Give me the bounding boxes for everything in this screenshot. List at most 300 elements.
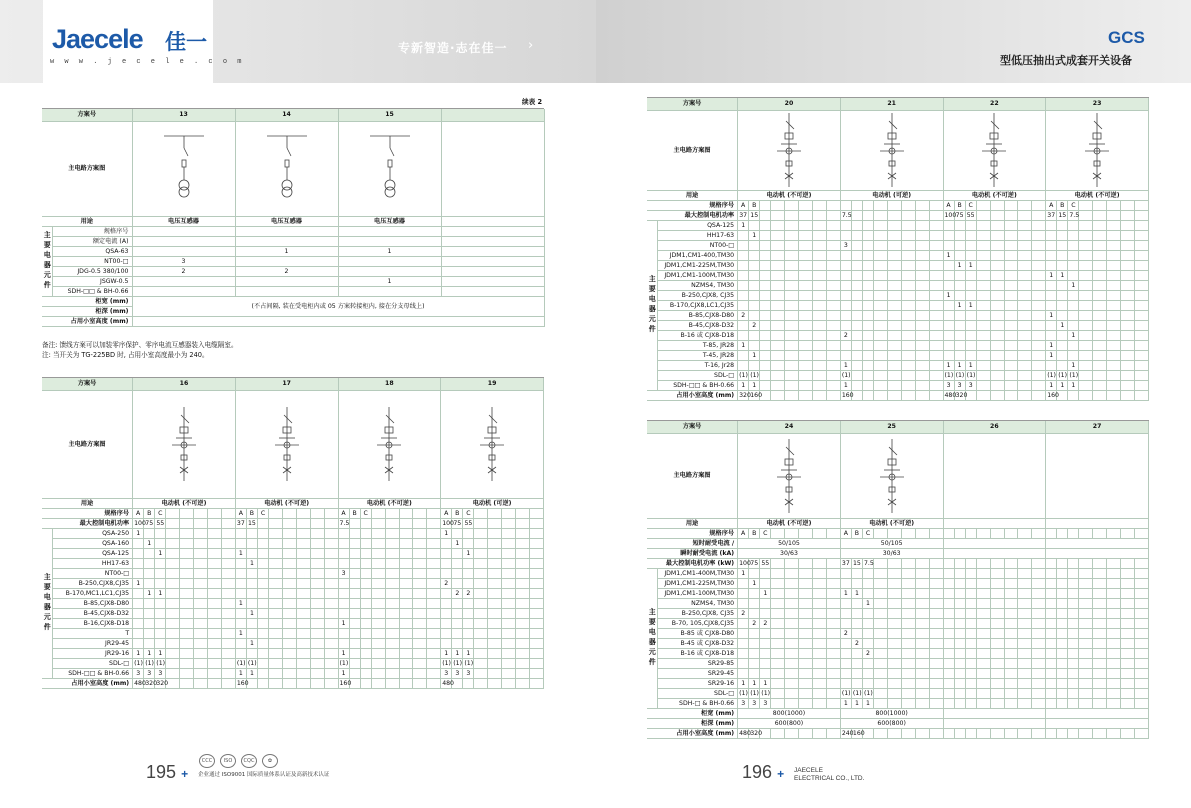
width-note: (不占间隔, 装在受电柜内或 05 方案转接柜内, 接在分支母线上) (132, 296, 544, 316)
table-cell (929, 280, 943, 290)
table-cell (915, 300, 929, 310)
row-value (749, 240, 760, 250)
spec-label: 规格序号 (647, 200, 738, 210)
table-cell (1004, 678, 1018, 688)
table-cell (887, 310, 901, 320)
table-cell (399, 638, 413, 648)
row-value (144, 568, 155, 578)
series-title: GCS (1108, 28, 1145, 47)
row-value (851, 648, 862, 658)
table-cell (1093, 578, 1107, 588)
row-value: 1 (441, 528, 452, 538)
table-cell (1134, 588, 1148, 598)
row-label: SDH-□□ & BH-0.66 (52, 286, 132, 296)
spec-value: C (760, 528, 771, 538)
table-cell (915, 598, 929, 608)
table-row (647, 320, 1149, 330)
table-cell (990, 210, 1004, 220)
table-cell (771, 628, 785, 638)
table-cell (1107, 220, 1121, 230)
table-cell (180, 558, 194, 568)
table-cell (371, 598, 385, 608)
table-cell (1107, 290, 1121, 300)
row-value (954, 270, 965, 280)
row-value (851, 598, 862, 608)
table-cell (474, 648, 488, 658)
table-cell (221, 528, 235, 538)
table-cell (296, 658, 310, 668)
table-cell (1107, 280, 1121, 290)
peak-value (1046, 548, 1149, 558)
table-cell (1079, 320, 1093, 330)
table-cell (1093, 668, 1107, 678)
row-value (851, 370, 862, 380)
row-value: 1 (452, 538, 463, 548)
row-value (840, 340, 851, 350)
power-label: 最大控制电机功率 (42, 518, 133, 528)
table-cell (516, 538, 530, 548)
table-cell (488, 628, 502, 638)
table-cell (990, 390, 1004, 400)
table-cell (208, 678, 222, 688)
table-cell (915, 360, 929, 370)
table-cell (785, 638, 799, 648)
spec-value: C (965, 200, 976, 210)
table-cell (785, 300, 799, 310)
power-value (257, 518, 268, 528)
table-cell (929, 330, 943, 340)
table-row (647, 110, 1149, 190)
table-cell (1121, 270, 1135, 280)
table-cell (1107, 668, 1121, 678)
row-value (360, 528, 371, 538)
row-value (1046, 230, 1057, 240)
table-cell (296, 628, 310, 638)
row-value: 1 (1068, 330, 1079, 340)
table-cell (826, 598, 840, 608)
table-cell (180, 628, 194, 638)
row-value (840, 230, 851, 240)
circuit-diagram-icon (964, 111, 1024, 189)
row-value (760, 370, 771, 380)
row-value (1068, 340, 1079, 350)
table-cell (385, 558, 399, 568)
table-cell (1121, 240, 1135, 250)
table-cell (929, 688, 943, 698)
scheme-number: 23 (1046, 98, 1149, 110)
table-cell (180, 658, 194, 668)
table-cell (502, 568, 516, 578)
table-cell (1004, 220, 1018, 230)
table-cell (1018, 598, 1032, 608)
row-value (965, 618, 976, 628)
width-value (943, 708, 1046, 718)
row-label: HH17-63 (657, 230, 738, 240)
table-cell (180, 648, 194, 658)
table-cell (799, 300, 813, 310)
spec-value: A (738, 528, 749, 538)
row-value (862, 340, 873, 350)
table-cell (282, 658, 296, 668)
row-value (1057, 290, 1068, 300)
table-cell (813, 688, 827, 698)
table-cell (413, 678, 427, 688)
table-cell (296, 638, 310, 648)
scheme-number: 13 (132, 109, 235, 121)
row-value: 1 (1068, 360, 1079, 370)
table-cell (296, 538, 310, 548)
row-value (338, 528, 349, 538)
circuit-diagram-icon (257, 130, 317, 208)
table-cell (976, 300, 990, 310)
row-label: SDL-□ (657, 688, 738, 698)
row-value (144, 558, 155, 568)
table-cell (799, 528, 813, 538)
table-cell (474, 618, 488, 628)
scheme-number: 22 (943, 98, 1046, 110)
row-label: JSGW-0.5 (52, 276, 132, 286)
table-cell (399, 558, 413, 568)
table-cell (1018, 638, 1032, 648)
row-value (749, 290, 760, 300)
table-cell (826, 230, 840, 240)
row-value (851, 250, 862, 260)
table-cell (990, 380, 1004, 390)
row-value: (1) (247, 659, 257, 667)
table-cell (929, 588, 943, 598)
diagram-label: 主电路方案图 (42, 390, 133, 498)
row-value (851, 300, 862, 310)
table-cell (1032, 290, 1046, 300)
row-value (235, 538, 246, 548)
table-row (42, 648, 544, 658)
table-cell (1121, 230, 1135, 240)
table-cell (901, 320, 915, 330)
table-cell (474, 578, 488, 588)
table-cell (269, 568, 283, 578)
table-cell (413, 548, 427, 558)
row-value: 1 (738, 678, 749, 688)
row-value (851, 260, 862, 270)
table-cell (385, 578, 399, 588)
row-value: 2 (452, 588, 463, 598)
table-cell (990, 568, 1004, 578)
table-cell (785, 200, 799, 210)
row-value (965, 648, 976, 658)
spec-value (1057, 528, 1068, 538)
table-cell (915, 260, 929, 270)
scheme-number: 18 (338, 378, 441, 390)
height-value: 160 (852, 729, 865, 737)
table-cell (1018, 310, 1032, 320)
row-value (452, 558, 463, 568)
row-label: JDM1,CM1-225M,TM30 (657, 578, 738, 588)
table-row (647, 330, 1149, 340)
use-value: 电动机 (不可逆) (338, 498, 441, 508)
row-label: T-45, JR28 (657, 350, 738, 360)
table-cell (874, 380, 888, 390)
table-cell (502, 648, 516, 658)
row-value (1068, 658, 1079, 668)
scheme-number: 19 (441, 378, 544, 390)
table-cell (1107, 698, 1121, 708)
row-value (954, 608, 965, 618)
table-cell (799, 380, 813, 390)
table-cell (813, 598, 827, 608)
spec-label: 规格序号 (647, 528, 738, 538)
table-row (647, 260, 1149, 270)
row-value: 1 (1057, 320, 1068, 330)
row-value: (1) (442, 659, 451, 667)
table-cell (929, 210, 943, 220)
spec-label: 规格序号 (42, 508, 133, 518)
table-cell (1004, 598, 1018, 608)
table-cell (1107, 648, 1121, 658)
table-cell (324, 668, 338, 678)
table-cell (799, 688, 813, 698)
row-value: 1 (954, 360, 965, 370)
table-cell (771, 678, 785, 688)
row-value (840, 648, 851, 658)
peak-value: 30/63 (738, 548, 841, 558)
table-cell (132, 316, 544, 326)
row-value (965, 608, 976, 618)
table-cell (874, 608, 888, 618)
table-cell (901, 638, 915, 648)
row-value (1057, 648, 1068, 658)
row-value: 1 (133, 578, 144, 588)
row-value (738, 648, 749, 658)
row-label: T-85, JR28 (657, 340, 738, 350)
row-value (840, 320, 851, 330)
table-cell (1004, 698, 1018, 708)
table-cell (1107, 390, 1121, 400)
row-value (1057, 588, 1068, 598)
table-cell (799, 728, 813, 738)
table-cell (799, 260, 813, 270)
row-label: NT00-□ (657, 240, 738, 250)
row-label: JR29-16 (52, 648, 133, 658)
table-row (42, 121, 544, 216)
table-cell (1134, 370, 1148, 380)
table-cell (929, 220, 943, 230)
table-cell (990, 250, 1004, 260)
row-value (943, 260, 954, 270)
table-cell (194, 548, 208, 558)
row-value: 1 (155, 548, 166, 558)
row-value (1046, 638, 1057, 648)
table-cell (901, 240, 915, 250)
row-value (965, 678, 976, 688)
table-cell (385, 568, 399, 578)
table-cell (1004, 270, 1018, 280)
row-value (1057, 698, 1068, 708)
table-cell (427, 668, 441, 678)
table-cell (799, 360, 813, 370)
row-value (954, 310, 965, 320)
row-value (862, 638, 873, 648)
table-row (647, 608, 1149, 618)
row-value (1057, 300, 1068, 310)
row-value (349, 568, 360, 578)
table-cell (813, 638, 827, 648)
diagram-cell (338, 390, 441, 498)
scheme-number: 24 (738, 421, 841, 433)
table-cell (529, 628, 543, 638)
table-cell (915, 558, 929, 568)
table-row (42, 658, 544, 668)
table-cell (282, 678, 296, 688)
table-cell (1018, 588, 1032, 598)
table-cell (771, 598, 785, 608)
table-cell (1134, 290, 1148, 300)
table-cell (874, 618, 888, 628)
row-value (257, 658, 268, 668)
row-value: (1) (1047, 371, 1056, 379)
table-cell (874, 350, 888, 360)
table-cell (166, 518, 180, 528)
row-label: NT00-□ (52, 568, 133, 578)
table-cell (1018, 390, 1032, 400)
row-value (257, 538, 268, 548)
table-cell (915, 380, 929, 390)
row-label: 额定电流 (A) (52, 236, 132, 246)
table-cell (1121, 380, 1135, 390)
row-value (257, 608, 268, 618)
row-value (133, 588, 144, 598)
table-row (647, 538, 1149, 548)
table-cell (166, 668, 180, 678)
table-cell (813, 270, 827, 280)
row-value (1057, 578, 1068, 588)
table-cell (502, 528, 516, 538)
table-cell (269, 518, 283, 528)
row-value (760, 638, 771, 648)
table-cell (929, 628, 943, 638)
table-cell (1093, 638, 1107, 648)
scheme-label: 方案号 (42, 109, 132, 121)
table-cell (1134, 240, 1148, 250)
table-cell (441, 226, 544, 236)
table-row (42, 618, 544, 628)
table-cell (529, 528, 543, 538)
table-cell (371, 608, 385, 618)
row-value (360, 648, 371, 658)
row-value (1046, 320, 1057, 330)
table-cell (1032, 608, 1046, 618)
row-value (1068, 648, 1079, 658)
row-label: JDM1,CM1-400M,TM30 (657, 568, 738, 578)
table-cell (990, 658, 1004, 668)
table-cell (990, 270, 1004, 280)
scheme-number: 17 (235, 378, 338, 390)
table-cell (1032, 240, 1046, 250)
table-cell (915, 568, 929, 578)
table-cell (296, 648, 310, 658)
table-cell (1032, 350, 1046, 360)
table-cell (1004, 608, 1018, 618)
table-cell (799, 220, 813, 230)
table-cell (324, 588, 338, 598)
row-value (246, 618, 257, 628)
table-cell (887, 210, 901, 220)
row-value (1046, 578, 1057, 588)
table-cell (1032, 688, 1046, 698)
table-cell (813, 678, 827, 688)
table-cell (826, 200, 840, 210)
row-value: (1) (966, 371, 976, 379)
table-cell (385, 638, 399, 648)
table-cell (874, 648, 888, 658)
table-cell (771, 310, 785, 320)
table-cell (324, 608, 338, 618)
table-cell (915, 350, 929, 360)
row-value (1057, 678, 1068, 688)
row-label: SR29-16 (657, 678, 738, 688)
table-cell (799, 370, 813, 380)
table-cell (488, 568, 502, 578)
diagram-cell (738, 110, 841, 190)
table-cell (427, 608, 441, 618)
table-cell (269, 618, 283, 628)
row-value (943, 698, 954, 708)
table-row (647, 230, 1149, 240)
row-value (1068, 290, 1079, 300)
row-value (463, 578, 474, 588)
table-cell (901, 558, 915, 568)
table-cell (1121, 558, 1135, 568)
table-cell (929, 578, 943, 588)
table-cell (874, 588, 888, 598)
power-value (954, 558, 965, 568)
table-cell (990, 698, 1004, 708)
power-value (862, 210, 873, 220)
row-value (760, 330, 771, 340)
table-cell (799, 340, 813, 350)
circuit-diagram-icon (359, 405, 419, 483)
row-value (349, 548, 360, 558)
table-cell (1018, 648, 1032, 658)
table-cell (385, 608, 399, 618)
table-cell (929, 568, 943, 578)
table-cell (1107, 618, 1121, 628)
row-value (738, 598, 749, 608)
row-value (738, 250, 749, 260)
table-row (647, 360, 1149, 370)
row-value (349, 588, 360, 598)
table-cell (1004, 240, 1018, 250)
row-value (749, 260, 760, 270)
row-value (1046, 360, 1057, 370)
table-cell (1107, 380, 1121, 390)
table-cell (324, 538, 338, 548)
row-value: 1 (1046, 380, 1057, 390)
row-value: 1 (144, 538, 155, 548)
row-value: 1 (760, 678, 771, 688)
table-cell (399, 618, 413, 628)
row-value: (1) (739, 371, 748, 379)
row-value (235, 528, 246, 538)
table-cell (976, 340, 990, 350)
row-value: 3 (463, 668, 474, 678)
height-value: 480 (442, 679, 454, 687)
spec-value: B (954, 200, 965, 210)
row-value (851, 240, 862, 250)
table-cell (1079, 568, 1093, 578)
table-cell (310, 548, 324, 558)
row-value (738, 300, 749, 310)
table-cell (826, 350, 840, 360)
